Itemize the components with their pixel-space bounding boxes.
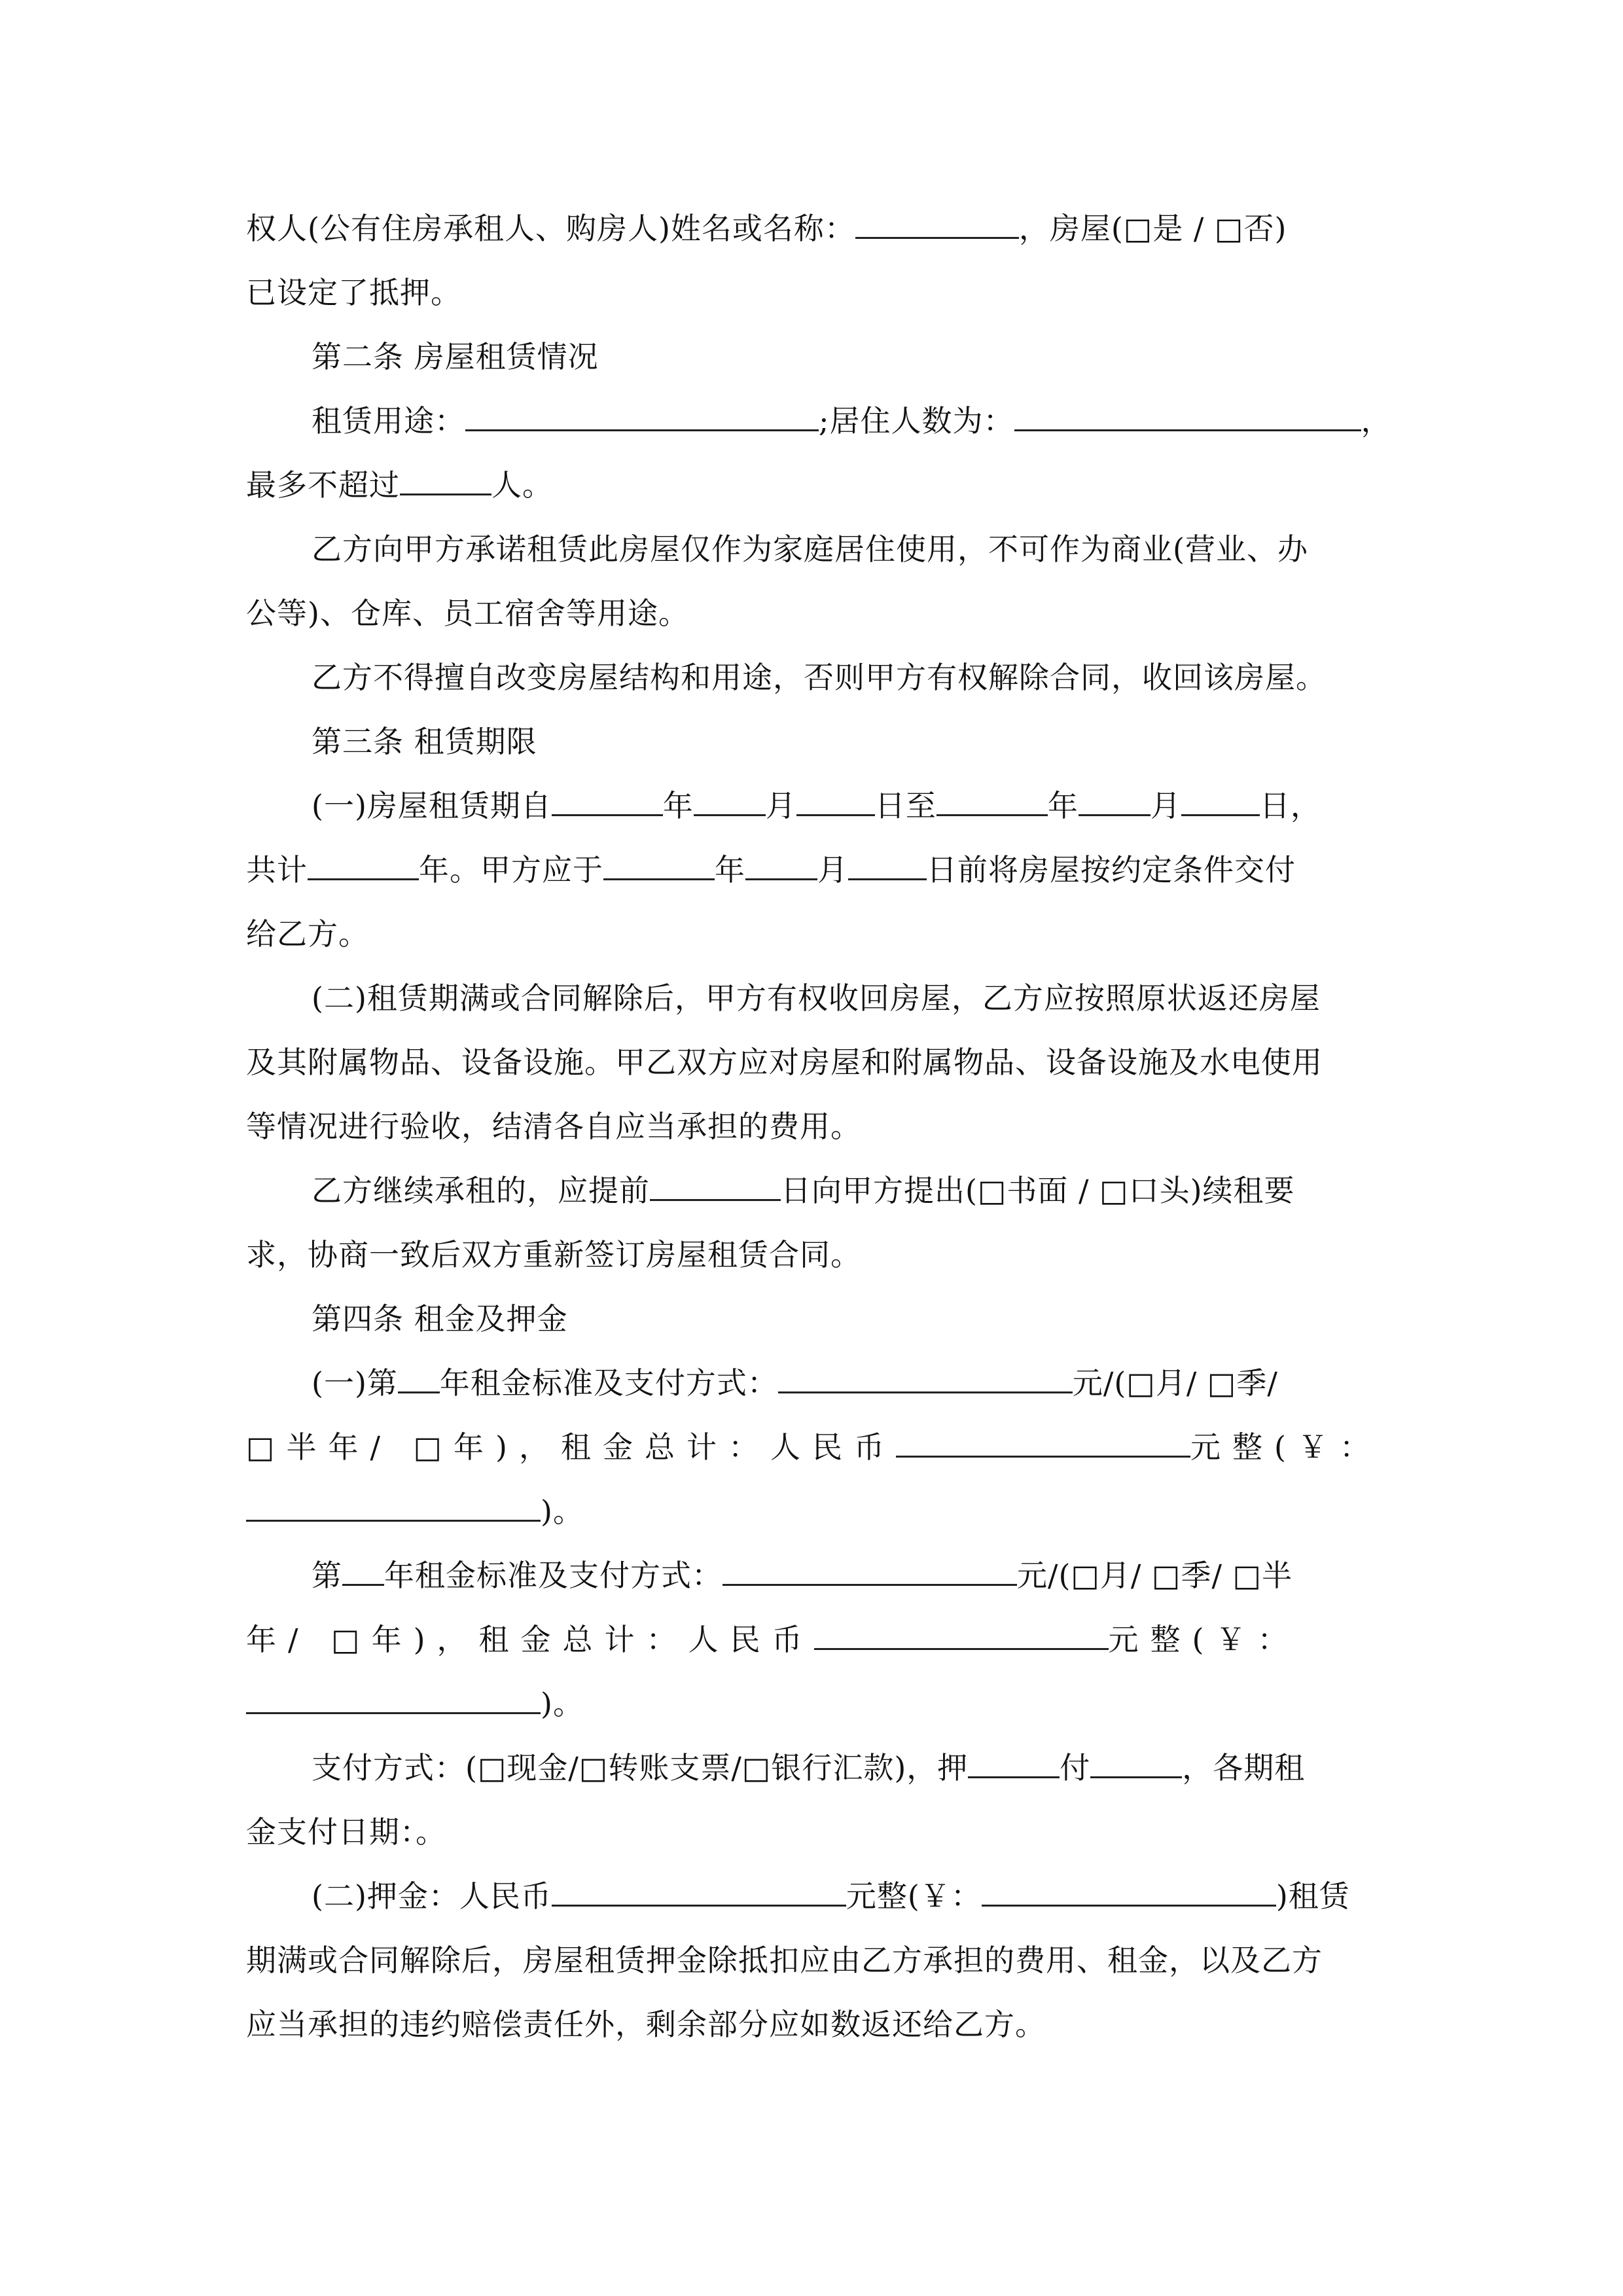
fill-blank[interactable] xyxy=(1181,774,1260,816)
text-segment: 及其附属物品、设备设施。甲乙双方应对房屋和附属物品、设备设施及水电使用 xyxy=(246,1045,1323,1080)
text-segment: 共计 xyxy=(246,852,308,888)
text-segment: 第四条 租金及押金 xyxy=(312,1301,568,1336)
fill-blank[interactable] xyxy=(308,838,419,880)
fill-blank[interactable] xyxy=(603,838,715,880)
fill-blank[interactable] xyxy=(1079,774,1150,816)
fill-blank[interactable] xyxy=(1014,389,1361,431)
text-segment: 日， xyxy=(1259,788,1321,823)
text-line xyxy=(246,1415,1382,1479)
text-segment: 支付方式：(□现金/□转账支票/□银行汇款)，押 xyxy=(312,1750,969,1785)
text-segment: ， xyxy=(1361,403,1392,439)
text-segment: 应当承担的违约赔偿责任外，剩余部分应如数返还给乙方。 xyxy=(246,2007,1046,2042)
text-segment: ，房屋(□是 / □否) xyxy=(1018,211,1287,246)
text-segment: □半年/ □年)，租金总计：人民币 xyxy=(246,1429,896,1465)
fill-blank[interactable] xyxy=(246,1672,541,1714)
text-segment: 年租金标准及支付方式： xyxy=(384,1558,722,1593)
text-segment: 乙方继续承租的，应提前 xyxy=(312,1173,650,1208)
fill-blank[interactable] xyxy=(650,1158,781,1201)
text-line xyxy=(246,196,1287,260)
text-segment: 第三条 租赁期限 xyxy=(312,724,537,759)
text-segment: (二)租赁期满或合同解除后，甲方有权收回房屋，乙方应按照原状返还房屋 xyxy=(312,980,1321,1016)
fill-blank[interactable] xyxy=(968,1736,1060,1778)
fill-blank[interactable] xyxy=(855,196,1019,239)
text-line xyxy=(312,645,1327,709)
fill-blank[interactable] xyxy=(400,453,491,495)
fill-blank[interactable] xyxy=(552,1864,846,1907)
text-segment: 年 xyxy=(662,788,694,823)
text-segment: 最多不超过 xyxy=(246,467,400,503)
text-segment: 第 xyxy=(312,1558,342,1593)
text-segment: 租赁用途： xyxy=(312,403,465,439)
fill-blank[interactable] xyxy=(1090,1736,1182,1778)
text-line xyxy=(246,838,1296,902)
text-line xyxy=(246,902,369,966)
fill-blank[interactable] xyxy=(722,1543,1017,1586)
text-segment: 求，协商一致后双方重新签订房屋租赁合同。 xyxy=(246,1237,861,1272)
text-line xyxy=(312,1158,1295,1223)
text-line xyxy=(246,1992,1046,2056)
text-segment: 年/ □年)，租金总计：人民币 xyxy=(246,1622,814,1657)
text-segment: (一)房屋租赁期自 xyxy=(312,788,552,823)
text-line xyxy=(246,1479,584,1543)
text-line xyxy=(246,1928,1323,1992)
fill-blank[interactable] xyxy=(982,1864,1276,1907)
section-heading xyxy=(312,1287,568,1351)
text-segment: 元/(□月/ □季/ □半 xyxy=(1017,1558,1293,1593)
text-segment: 日向甲方提出(□书面 / □口头)续租要 xyxy=(781,1173,1295,1208)
fill-blank[interactable] xyxy=(814,1607,1109,1650)
text-segment: 日前将房屋按约定条件交付 xyxy=(927,852,1296,888)
text-segment: ;居住人数为： xyxy=(819,403,1014,439)
text-line xyxy=(246,1800,446,1864)
text-segment: 给乙方。 xyxy=(246,916,369,952)
text-line xyxy=(312,1736,1305,1800)
text-segment: 乙方向甲方承诺租赁此房屋仅作为家庭居住使用，不可作为商业(营业、办 xyxy=(312,531,1308,567)
fill-blank[interactable] xyxy=(246,1479,541,1522)
text-segment: 期满或合同解除后，房屋租赁押金除抵扣应由乙方承担的费用、租金，以及乙方 xyxy=(246,1943,1323,1978)
text-line xyxy=(246,1223,861,1287)
text-segment: 元整(￥： xyxy=(846,1878,982,1914)
fill-blank[interactable] xyxy=(398,1351,440,1393)
text-segment: )。 xyxy=(541,1686,584,1721)
text-segment: )。 xyxy=(541,1494,584,1529)
fill-blank[interactable] xyxy=(342,1543,384,1586)
fill-blank[interactable] xyxy=(465,389,819,431)
text-line xyxy=(246,260,461,325)
text-line xyxy=(312,774,1321,838)
text-segment: 乙方不得擅自改变房屋结构和用途，否则甲方有权解除合同，收回该房屋。 xyxy=(312,660,1327,695)
text-segment: 人。 xyxy=(491,467,553,503)
text-line xyxy=(246,1094,861,1158)
text-segment: (二)押金：人民币 xyxy=(312,1878,552,1914)
text-segment: 元整(￥： xyxy=(1108,1622,1300,1657)
text-segment: )租赁 xyxy=(1275,1878,1350,1914)
fill-blank[interactable] xyxy=(896,1415,1190,1458)
fill-blank[interactable] xyxy=(694,774,766,816)
fill-blank[interactable] xyxy=(848,838,927,880)
text-segment: 月 xyxy=(817,852,848,888)
text-segment: 月 xyxy=(1150,788,1181,823)
text-line xyxy=(246,581,689,645)
fill-blank[interactable] xyxy=(796,774,875,816)
text-segment: (一)第 xyxy=(312,1365,398,1401)
text-segment: 第二条 房屋租赁情况 xyxy=(312,339,599,374)
text-segment: 权人(公有住房承租人、购房人)姓名或名称： xyxy=(246,211,855,246)
text-line xyxy=(312,1351,1278,1415)
fill-blank[interactable] xyxy=(778,1351,1073,1393)
fill-blank[interactable] xyxy=(745,838,817,880)
text-line xyxy=(312,1543,1293,1607)
section-heading xyxy=(312,325,599,389)
text-segment: 元整(￥： xyxy=(1190,1429,1382,1465)
fill-blank[interactable] xyxy=(552,774,663,816)
text-segment: 等情况进行验收，结清各自应当承担的费用。 xyxy=(246,1109,861,1144)
text-segment: 已设定了抵押。 xyxy=(246,275,461,310)
text-segment: 付 xyxy=(1060,1750,1091,1785)
text-segment: 公等)、仓库、员工宿舍等用途。 xyxy=(246,596,689,631)
text-line xyxy=(246,453,553,517)
text-line xyxy=(312,966,1321,1030)
text-line xyxy=(312,1864,1350,1928)
text-segment: 日至 xyxy=(874,788,936,823)
text-segment: ，各期租 xyxy=(1182,1750,1306,1785)
text-segment: 元/(□月/ □季/ xyxy=(1072,1365,1278,1401)
text-segment: 年。甲方应于 xyxy=(419,852,603,888)
text-line xyxy=(246,1672,584,1736)
text-line xyxy=(312,517,1308,581)
text-line xyxy=(246,1607,1299,1672)
text-segment: 年租金标准及支付方式： xyxy=(439,1365,778,1401)
text-line xyxy=(246,1030,1323,1094)
section-heading xyxy=(312,709,537,774)
text-segment: 月 xyxy=(765,788,796,823)
text-segment: 年 xyxy=(715,852,745,888)
text-segment: 金支付日期：。 xyxy=(246,1814,446,1850)
fill-blank[interactable] xyxy=(936,774,1048,816)
text-segment: 年 xyxy=(1047,788,1079,823)
text-line xyxy=(312,389,1392,453)
